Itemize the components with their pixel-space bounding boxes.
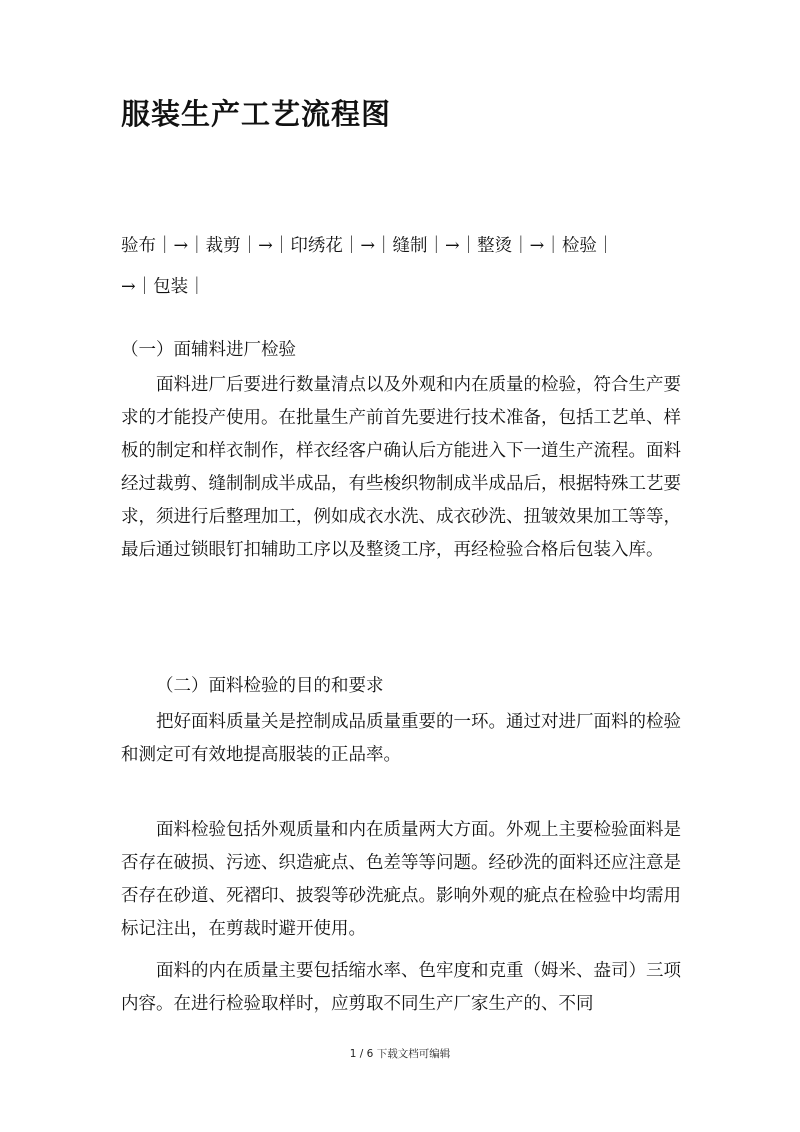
process-flow-line-2: →｜包装｜ xyxy=(121,277,206,297)
paragraph-appearance-quality: 面料检验包括外观质量和内在质量两大方面。外观上主要检验面料是否存在破损、污迹、织造疵点、色差等等问题。经砂洗的面料还应注意是否存在砂道、死褶印、披裂等砂洗疵点。影响外观的疵点在检验中均需用标记注出，在剪裁时避开使用。 xyxy=(121,820,681,939)
paragraph-incoming-inspection: 面料进厂后要进行数量清点以及外观和内在质量的检验，符合生产要求的才能投产使用。在批量生产前首先要进行技术准备，包括工艺单、样板的制定和样衣制作，样衣经客户确认后方能进入下一道生产流程。面料经过裁剪、缝制制成半成品，有些梭织物制成半成品后，根据特殊工艺要求，须进行后整理加工，例如成衣水洗、成衣砂洗、扭皱效果加工等等，最后通过锁眼钉扣辅助工序以及整烫工序，再经检验合格后包装入库。 xyxy=(121,375,681,560)
section-heading-incoming-inspection: （一）面辅料进厂检验 xyxy=(121,340,296,360)
paragraph-intrinsic-quality: 面料的内在质量主要包括缩水率、色牢度和克重（姆米、盎司）三项内容。在进行检验取样时，应剪取不同生产厂家生产的、不同 xyxy=(121,961,681,1014)
document-title: 服装生产工艺流程图 xyxy=(121,97,392,131)
page-footer: 1 / 6 下载文档可编辑 xyxy=(349,1048,451,1060)
paragraph-quality-control: 把好面料质量关是控制成品质量重要的一环。通过对进厂面料的检验和测定可有效地提高服装的正品率。 xyxy=(121,712,681,765)
process-flow-line-1: 验布｜→｜裁剪｜→｜印绣花｜→｜缝制｜→｜整烫｜→｜检验｜ xyxy=(121,236,615,256)
section-heading-inspection-purpose: （二）面料检验的目的和要求 xyxy=(156,676,384,696)
